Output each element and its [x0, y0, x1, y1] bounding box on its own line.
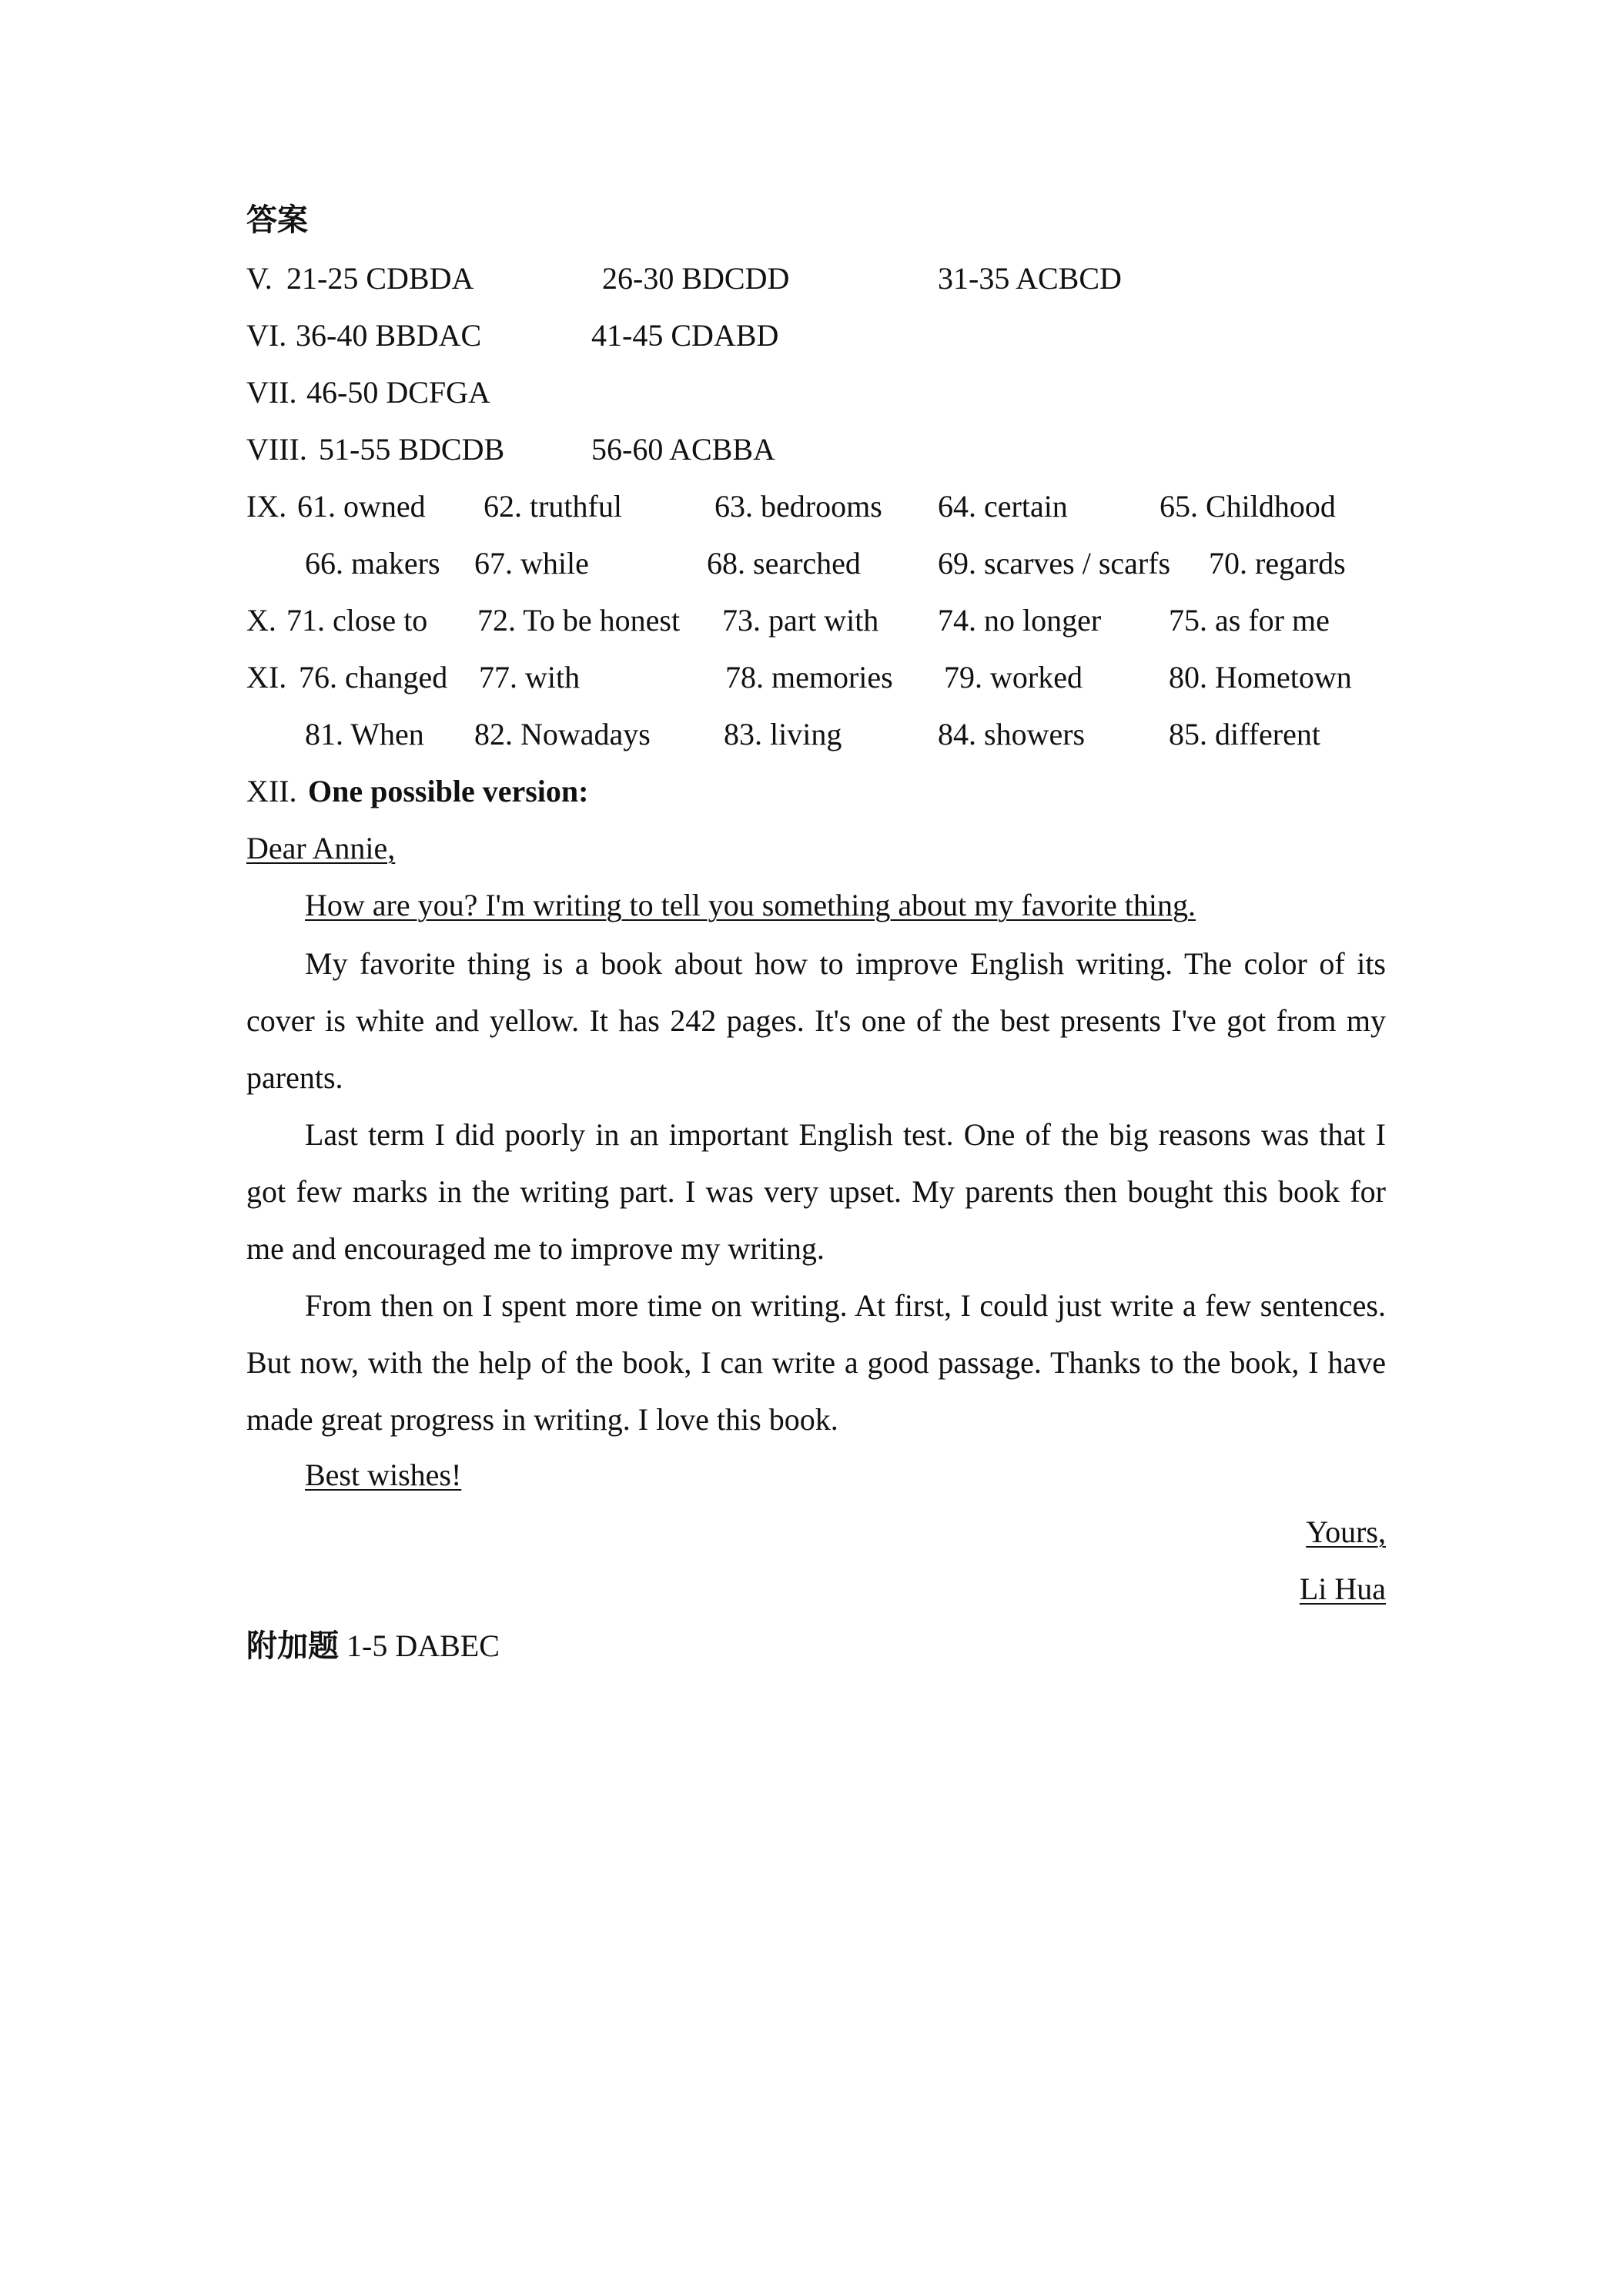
- extra-answer: 1-5 DABEC: [346, 1628, 500, 1663]
- answer-item: 78. memories: [725, 660, 893, 694]
- section-label: V.: [246, 261, 273, 296]
- answer-item: 73. part with: [722, 603, 879, 638]
- answer-item: 71. close to: [286, 603, 428, 638]
- answer-item: 72. To be honest: [477, 603, 681, 638]
- answer-item: 41-45 CDABD: [591, 318, 779, 353]
- section-label: VI.: [246, 318, 287, 353]
- letter-paragraph: My favorite thing is a book about how to improve English writing. The color of its cover is white and yellow. It has 242 pages. It's one of the best presents I've got from my parents.: [246, 946, 1386, 1095]
- section-title: One possible version:: [308, 774, 589, 808]
- answer-item: 36-40 BBDAC: [296, 318, 482, 353]
- letter-closing-text: Best wishes!: [305, 1458, 462, 1492]
- extra-row: [246, 1628, 500, 1665]
- letter-paragraph: From then on I spent more time on writing. At first, I could just write a few sentences. But now, with the help of the book, I can write a good passage. Thanks to the book, I have made great progress in writing. I love this book.: [246, 1288, 1386, 1437]
- answer-item: 62. truthful: [484, 489, 622, 524]
- answer-item: 63. bedrooms: [714, 489, 882, 524]
- section-label: XI.: [246, 660, 287, 694]
- answer-item: 85. different: [1169, 717, 1320, 751]
- extra-label: 附加题: [246, 1628, 339, 1663]
- section-label: XII.: [246, 774, 297, 808]
- answer-item: 83. living: [724, 717, 842, 751]
- answer-item: 77. with: [479, 660, 581, 694]
- letter-opening: [305, 887, 1196, 924]
- section-label: IX.: [246, 489, 287, 524]
- answer-item: 51-55 BDCDB: [319, 432, 505, 467]
- answer-item: 46-50 DCFGA: [306, 375, 490, 410]
- answer-item: 65. Childhood: [1160, 489, 1336, 524]
- answer-item: 21-25 CDBDA: [286, 261, 474, 296]
- letter-paragraph: Last term I did poorly in an important English test. One of the big reasons was that I got few marks in the writing part. I was very upset. My parents then bought this book for me and encouraged me to improve my writing.: [246, 1117, 1386, 1266]
- section-label: X.: [246, 603, 276, 638]
- answer-item: 56-60 ACBBA: [591, 432, 775, 467]
- letter-signature: Li Hua: [1299, 1571, 1386, 1606]
- answer-item: 76. changed: [299, 660, 448, 694]
- answer-item: 66. makers: [305, 546, 440, 581]
- answer-item: 31-35 ACBCD: [938, 261, 1122, 296]
- answer-item: 75. as for me: [1169, 603, 1330, 638]
- letter-closing: [305, 1457, 461, 1494]
- answer-item: 74. no longer: [938, 603, 1102, 638]
- letter-signoff: Yours,: [1306, 1514, 1386, 1549]
- section-label: VII.: [246, 375, 297, 410]
- answer-item: 61. owned: [297, 489, 426, 524]
- page-title: 答案: [246, 202, 308, 237]
- answer-item: 80. Hometown: [1169, 660, 1352, 694]
- section-label: VIII.: [246, 432, 307, 467]
- answer-item: 84. showers: [938, 717, 1086, 751]
- answer-item: 64. certain: [938, 489, 1068, 524]
- answer-item: 79. worked: [944, 660, 1083, 694]
- answer-item: 69. scarves / scarfs: [938, 546, 1171, 581]
- answer-item: 67. while: [474, 546, 589, 581]
- answer-item: 82. Nowadays: [474, 717, 651, 751]
- letter-greeting: Dear Annie,: [246, 831, 396, 865]
- letter-opening-text: How are you? I'm writing to tell you something about my favorite thing.: [305, 888, 1196, 922]
- answer-item: 26-30 BDCDD: [602, 261, 790, 296]
- answer-item: 70. regards: [1209, 546, 1346, 581]
- answer-item: 68. searched: [707, 546, 861, 581]
- answer-item: 81. When: [305, 717, 424, 751]
